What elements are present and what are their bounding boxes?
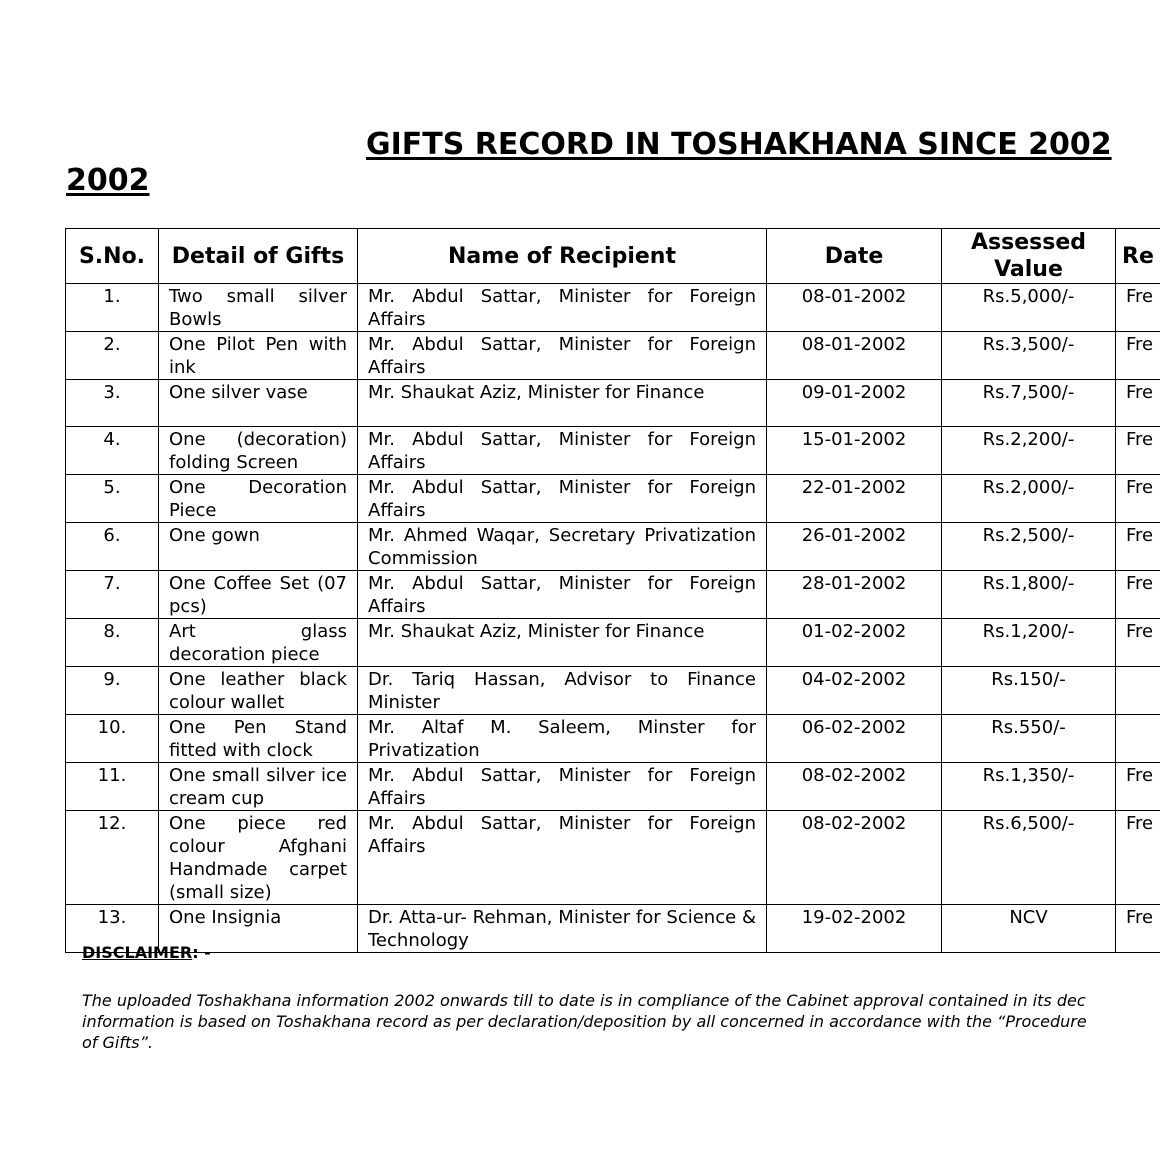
table-row [66,284,1160,332]
cell-detail: One Pilot Pen with ink [159,332,358,380]
cell-retained [1116,667,1160,715]
cell-detail: Two small silver Bowls [159,284,358,332]
cell-date: 08-01-2002 [767,332,942,380]
table-header-row [66,229,1160,284]
header-sno: S.No. [66,229,159,284]
table-row [66,763,1160,811]
cell-sno: 11. [66,763,159,811]
cell-date: 09-01-2002 [767,380,942,427]
cell-recipient: Mr. Ahmed Waqar, Secretary Privatization Commission [358,523,767,571]
cell-retained [1116,715,1160,763]
cell-retained: Fre [1116,427,1160,475]
table-row [66,475,1160,523]
cell-sno: 13. [66,905,159,953]
cell-retained: Fre [1116,571,1160,619]
cell-detail: One (decoration) folding Screen [159,427,358,475]
cell-recipient: Dr. Atta-ur- Rehman, Minister for Science & Technology [358,905,767,953]
cell-date: 04-02-2002 [767,667,942,715]
table-row [66,811,1160,905]
gifts-table [65,228,1160,953]
cell-assessed-value: Rs.7,500/- [942,380,1116,427]
table-row [66,427,1160,475]
cell-recipient: Dr. Tariq Hassan, Advisor to Finance Minister [358,667,767,715]
cell-detail: One gown [159,523,358,571]
cell-recipient: Mr. Abdul Sattar, Minister for Foreign Affairs [358,763,767,811]
cell-detail: One small silver ice cream cup [159,763,358,811]
cell-recipient: Mr. Altaf M. Saleem, Minster for Privatization [358,715,767,763]
cell-retained: Fre [1116,380,1160,427]
cell-detail: One leather black colour wallet [159,667,358,715]
cell-retained: Fre [1116,905,1160,953]
cell-recipient: Mr. Abdul Sattar, Minister for Foreign Affairs [358,811,767,905]
cell-date: 15-01-2002 [767,427,942,475]
cell-assessed-value: Rs.2,000/- [942,475,1116,523]
cell-assessed-value: Rs.6,500/- [942,811,1116,905]
table-row [66,905,1160,953]
cell-assessed-value: Rs.5,000/- [942,284,1116,332]
cell-date: 08-02-2002 [767,763,942,811]
cell-date: 01-02-2002 [767,619,942,667]
table-row [66,571,1160,619]
cell-sno: 6. [66,523,159,571]
cell-sno: 4. [66,427,159,475]
cell-date: 28-01-2002 [767,571,942,619]
header-value: Assessed Value [942,229,1116,284]
cell-sno: 9. [66,667,159,715]
cell-recipient: Mr. Abdul Sattar, Minister for Foreign Affairs [358,571,767,619]
disclaimer-suffix: : - [192,943,211,962]
cell-recipient: Mr. Shaukat Aziz, Minister for Finance [358,380,767,427]
cell-recipient: Mr. Shaukat Aziz, Minister for Finance [358,619,767,667]
cell-assessed-value: Rs.1,200/- [942,619,1116,667]
cell-detail: One piece red colour Afghani Handmade carpet (small size) [159,811,358,905]
cell-assessed-value: NCV [942,905,1116,953]
cell-sno: 2. [66,332,159,380]
cell-detail: One silver vase [159,380,358,427]
disclaimer-line: The uploaded Toshakhana information 2002 onwards till to date is in compliance of the Cabinet approval contained in its dec [82,991,1086,1010]
cell-assessed-value: Rs.1,350/- [942,763,1116,811]
cell-assessed-value: Rs.150/- [942,667,1116,715]
cell-assessed-value: Rs.550/- [942,715,1116,763]
cell-date: 22-01-2002 [767,475,942,523]
table-row [66,667,1160,715]
page-title: GIFTS RECORD IN TOSHAKHANA SINCE 2002 [366,127,1112,162]
cell-recipient: Mr. Abdul Sattar, Minister for Foreign Affairs [358,475,767,523]
cell-recipient: Mr. Abdul Sattar, Minister for Foreign Affairs [358,427,767,475]
cell-assessed-value: Rs.1,800/- [942,571,1116,619]
cell-date: 19-02-2002 [767,905,942,953]
cell-assessed-value: Rs.3,500/- [942,332,1116,380]
cell-retained: Fre [1116,475,1160,523]
table-row [66,619,1160,667]
cell-retained: Fre [1116,332,1160,380]
cell-sno: 1. [66,284,159,332]
cell-date: 08-01-2002 [767,284,942,332]
cell-retained: Fre [1116,763,1160,811]
table-row [66,715,1160,763]
table-row [66,332,1160,380]
cell-retained: Fre [1116,811,1160,905]
disclaimer-line: of Gifts”. [82,1033,153,1052]
cell-detail: Art glass decoration piece [159,619,358,667]
cell-detail: One Pen Stand fitted with clock [159,715,358,763]
cell-date: 08-02-2002 [767,811,942,905]
table-row [66,523,1160,571]
cell-sno: 3. [66,380,159,427]
disclaimer-label: DISCLAIMER [82,943,193,962]
header-retained: Re [1116,229,1160,284]
cell-assessed-value: Rs.2,500/- [942,523,1116,571]
cell-detail: One Decoration Piece [159,475,358,523]
cell-sno: 10. [66,715,159,763]
cell-sno: 5. [66,475,159,523]
cell-date: 06-02-2002 [767,715,942,763]
cell-recipient: Mr. Abdul Sattar, Minister for Foreign Affairs [358,284,767,332]
cell-detail: One Coffee Set (07 pcs) [159,571,358,619]
table-row [66,380,1160,427]
cell-assessed-value: Rs.2,200/- [942,427,1116,475]
header-recipient: Name of Recipient [358,229,767,284]
cell-sno: 7. [66,571,159,619]
cell-retained: Fre [1116,619,1160,667]
header-detail: Detail of Gifts [159,229,358,284]
page-title-continuation: 2002 [66,163,150,198]
disclaimer-text [82,990,1160,1053]
cell-detail: One Insignia [159,905,358,953]
disclaimer-line: information is based on Toshakhana record as per declaration/deposition by all concerned in accordance with the “Procedure [82,1012,1087,1031]
cell-sno: 12. [66,811,159,905]
cell-date: 26-01-2002 [767,523,942,571]
cell-retained: Fre [1116,523,1160,571]
cell-recipient: Mr. Abdul Sattar, Minister for Foreign Affairs [358,332,767,380]
cell-retained: Fre [1116,284,1160,332]
header-date: Date [767,229,942,284]
cell-sno: 8. [66,619,159,667]
disclaimer-heading [82,943,211,962]
